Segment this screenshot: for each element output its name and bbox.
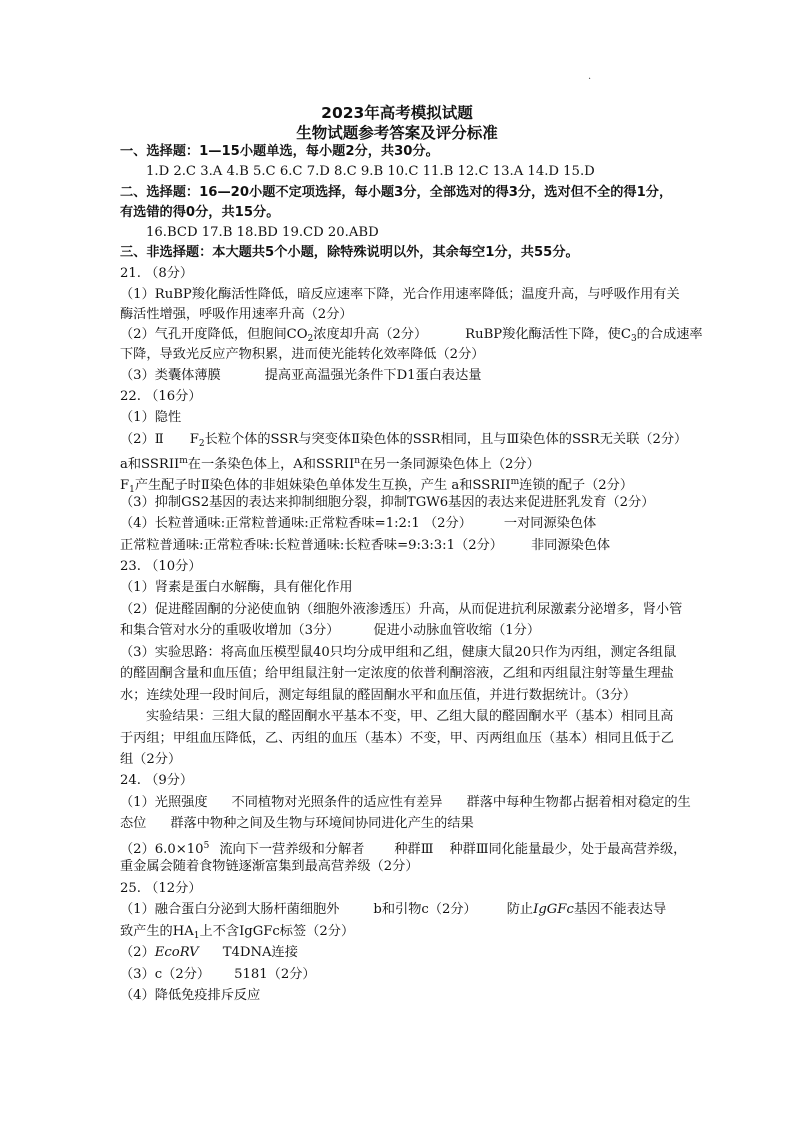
text-span: （4）长粒普通味:正常粒普通味:正常粒香味=1:2:1 （2分） — [120, 516, 472, 531]
section3-heading: 三、非选择题：本大题共5个小题，除特殊说明以外，其余每空1分，共55分。 — [120, 245, 579, 260]
q22-answer3: （3）抑制GS2基因的表达来抑制细胞分裂，抑制TGW6基因的表达来促进胚乳发育（2分） — [120, 495, 655, 510]
q23-answer3-line3: 水；连续处理一段时间后，测定每组鼠的醛固酮水平和血压值，并进行数据统计。（3分） — [120, 688, 637, 703]
page-mark: · — [588, 74, 592, 85]
text-span: b和引物c（2分） — [373, 902, 477, 917]
text-span: 促进小动脉血管收缩（1分） — [373, 623, 541, 638]
text-span: F — [189, 432, 199, 447]
q21-answer2-line2: 下降，导致光反应产物积累，进而使光能转化效率降低（2分） — [120, 347, 485, 362]
subscript: 3 — [630, 334, 637, 344]
q24-answer2-line2: 重金属会随着食物链逐渐富集到最高营养级（2分） — [120, 859, 419, 874]
text-span: 态位 — [120, 816, 147, 831]
superscript: m — [510, 477, 520, 487]
text-span: 上不含IgGFc标签（2分） — [199, 924, 355, 939]
superscript: n — [354, 456, 360, 466]
text-span: 正常粒普通味:正常粒香味:长粒普通味:长粒香味=9:3:3:1（2分） — [120, 538, 503, 553]
text-span: 浓度却升高（2分） — [313, 327, 428, 342]
q22-heading: 22. （16分） — [120, 389, 202, 404]
q24-heading: 24. （9分） — [120, 773, 194, 788]
text-span: 5181（2分） — [234, 967, 316, 982]
text-span: 产生配子时Ⅱ染色体的非姐妹染色单体发生互换，产生 a和SSRII — [134, 478, 511, 493]
q25-answer3 — [120, 965, 316, 985]
text-span: 流向下一营养级和分解者 — [219, 842, 365, 857]
text-span: 致产生的HA — [120, 924, 194, 939]
text-span: 非同源染色体 — [530, 538, 611, 553]
text-span: RuBP羧化酶活性下降，使C — [465, 327, 631, 342]
q25-answer2 — [120, 943, 298, 963]
text-span: 种群Ⅲ — [394, 842, 434, 857]
text-span: F — [120, 478, 130, 493]
q23-result-line3: 组（2分） — [120, 752, 182, 767]
text-span: （1）融合蛋白分泌到大肠杆菌细胞外 — [120, 902, 340, 917]
text-span: （2）Ⅱ — [120, 432, 164, 447]
text-span: 提高亚高温强光条件下D1蛋白表达量 — [264, 368, 482, 383]
q23-answer2-line1: （2）促进醛固酮的分泌使血钠（细胞外液渗透压）升高，从而促进抗利尿激素分泌增多，肾小管 — [120, 602, 683, 617]
text-span: 的合成速率 — [636, 327, 703, 342]
subscript: 1 — [193, 931, 200, 941]
q23-answer2-line2 — [120, 621, 540, 641]
page-subtitle: 生物试题参考答案及评分标准 — [296, 124, 498, 142]
q23-answer3-line2: 的醛固酮含量和血压值；给甲组鼠注射一定浓度的依普利酮溶液，乙组和丙组鼠注射等量生理盐 — [120, 666, 674, 681]
text-span: T4DNA连接 — [222, 945, 298, 960]
q22-answer4-line1 — [120, 514, 596, 534]
text-span: （3）c（2分） — [120, 967, 211, 982]
text-span: 一对同源染色体 — [503, 516, 597, 531]
text-span: （3）类囊体薄膜 — [120, 368, 221, 383]
text-span: 在另一条同源染色体上（2分） — [359, 457, 540, 472]
text-span: 连锁的配子（2分） — [519, 478, 634, 493]
q25-heading: 25. （12分） — [120, 881, 202, 896]
q22-answer1: （1）隐性 — [120, 410, 182, 425]
q22-answer4-line2 — [120, 536, 610, 556]
text-span: （2）6.0×10 — [120, 842, 204, 857]
q25-answer4: （4）降低免疫排斥反应 — [120, 988, 261, 1003]
text-span: 群落中物种之间及生物与环境间协同进化产生的结果 — [170, 816, 474, 831]
q23-result-line2: 于丙组；甲组血压降低，乙、丙组的血压（基本）不变，甲、丙两组血压（基本）相同且低于乙 — [120, 731, 674, 746]
subscript: 2 — [307, 334, 314, 344]
q25-answer1-line1 — [120, 900, 666, 920]
section2-answers: 16.BCD 17.B 18.BD 19.CD 20.ABD — [146, 225, 379, 240]
subscript: 2 — [198, 439, 205, 449]
section1-answers: 1.D 2.C 3.A 4.B 5.C 6.C 7.D 8.C 9.B 10.C 11.B 12.C 13.A 14.D 15.D — [146, 164, 595, 179]
superscript: 5 — [203, 841, 210, 851]
text-span: 防止 — [506, 902, 534, 917]
section2-heading-line2: 有选错的得0分，共15分。 — [120, 205, 280, 220]
section1-heading: 一、选择题：1—15小题单选，每小题2分，共30分。 — [120, 144, 439, 159]
text-span: 基因不能表达导 — [573, 902, 667, 917]
text-span: 种群Ⅲ同化能量最少，处于最高营养级， — [449, 842, 687, 857]
text-span: （2）气孔开度降低，但胞间CO — [120, 327, 308, 342]
text-span: 不同植物对光照条件的适应性有差异 — [231, 795, 443, 810]
q23-heading: 23. （10分） — [120, 559, 202, 574]
text-span: a和SSRII — [120, 457, 180, 472]
q24-answer1-line2 — [120, 814, 474, 834]
text-span: 长粒个体的SSR与突变体Ⅱ染色体的SSR相同，且与Ⅲ染色体的SSR无关联（2分） — [204, 432, 688, 447]
page-title: 2023年高考模拟试题 — [321, 104, 473, 122]
text-span: 在一条染色体上，A和SSRII — [187, 457, 355, 472]
superscript: m — [179, 456, 188, 466]
italic-term: EcoRV — [154, 945, 199, 960]
q21-answer3 — [120, 366, 481, 386]
q24-answer1-line1 — [120, 793, 691, 813]
text-span: （2） — [120, 945, 155, 960]
q21-heading: 21. （8分） — [120, 266, 194, 281]
text-span: 群落中每种生物都占据着相对稳定的生 — [466, 795, 691, 810]
q23-result-line1: 实验结果：三组大鼠的醛固酮水平基本不变，甲、乙组大鼠的醛固酮水平（基本）相同且高 — [146, 709, 674, 724]
q21-answer1-line1: （1）RuBP羧化酶活性降低，暗反应速率下降，光合作用速率降低；温度升高，与呼吸作用有关 — [120, 287, 680, 302]
section2-heading-line1: 二、选择题：16—20小题不定项选择，每小题3分，全部选对的得3分，选对但不全的得1分， — [120, 185, 673, 200]
text-span: （1）光照强度 — [120, 795, 208, 810]
text-span: 和集合管对水分的重吸收增加（3分） — [120, 623, 340, 638]
q23-answer1: （1）肾素是蛋白水解酶，具有催化作用 — [120, 580, 353, 595]
q21-answer1-line2: 酶活性增强，呼吸作用速率升高（2分） — [120, 307, 353, 322]
italic-term: IgGFc — [533, 902, 574, 917]
subscript: 1 — [129, 485, 135, 495]
q23-answer3-line1: （3）实验思路：将高血压模型鼠40只均分成甲组和乙组，健康大鼠20只作为丙组，测定各组鼠 — [120, 645, 677, 660]
